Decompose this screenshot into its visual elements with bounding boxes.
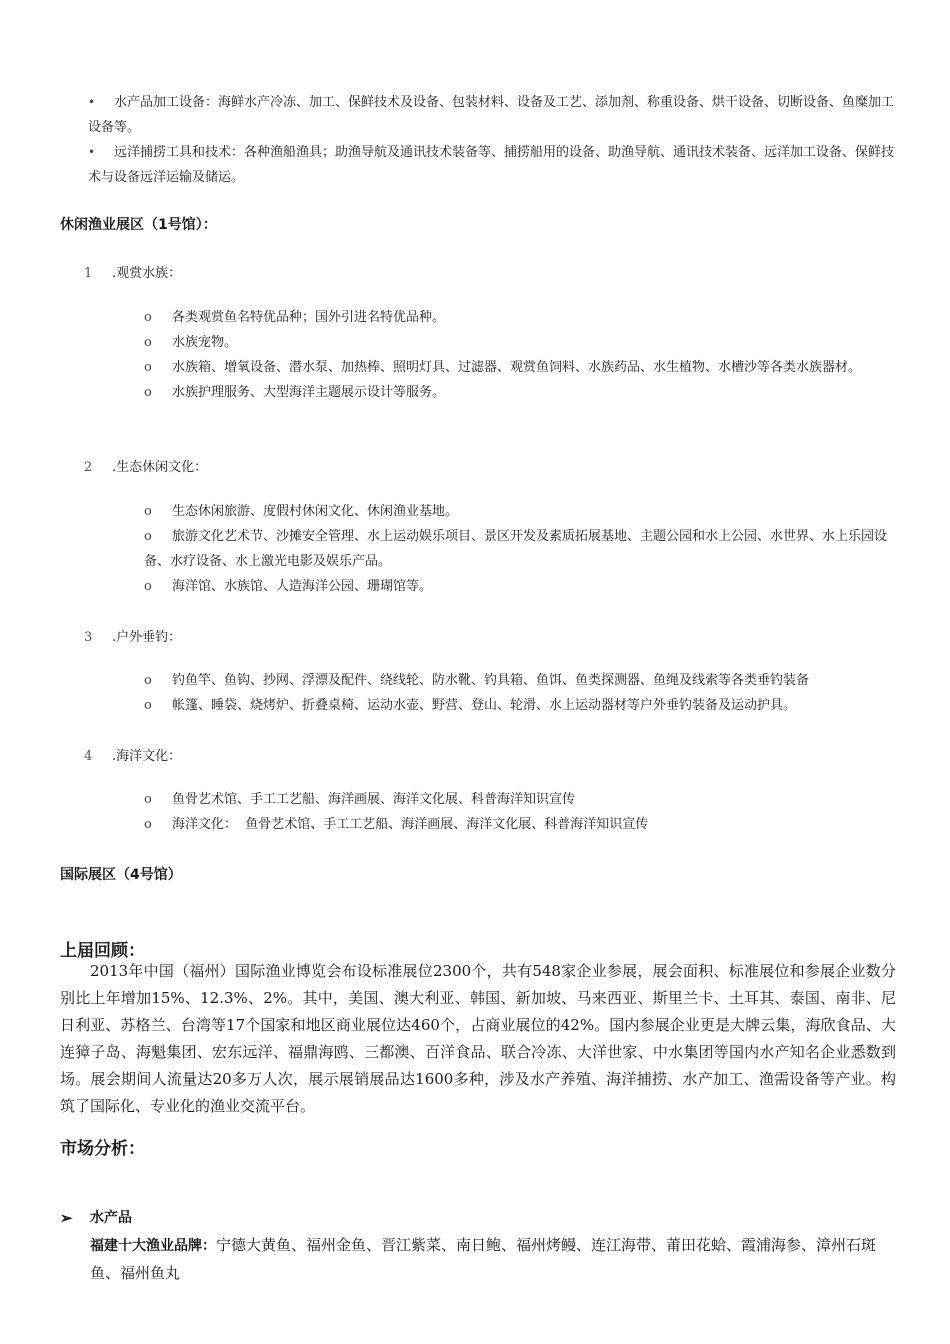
- circle-bullet-icon: o: [144, 698, 152, 713]
- list-item: [144, 812, 894, 837]
- list-item-text: 钓鱼竿、鱼钩、抄网、浮漂及配件、绕线轮、防水靴、钓具箱、鱼饵、鱼类探测器、鱼绳及线索等各类垂钓装备: [172, 673, 810, 688]
- list-item: [88, 140, 894, 190]
- brand-label: 福建十大渔业品牌：: [90, 1238, 216, 1254]
- group-number: 3: [84, 630, 93, 645]
- group-title: [84, 626, 181, 645]
- circle-bullet-icon: o: [144, 579, 152, 594]
- section-heading-leisure: 休闲渔业展区（1号馆）：: [60, 217, 217, 233]
- group-title: [84, 456, 207, 475]
- list-item-text: 水族护理服务、大型海洋主题展示设计等服务。: [172, 385, 446, 400]
- list-item: [144, 305, 894, 330]
- sub-list: [144, 499, 894, 599]
- circle-bullet-icon: o: [144, 673, 152, 688]
- circle-bullet-icon: o: [144, 335, 152, 350]
- circle-bullet-icon: o: [144, 360, 152, 375]
- list-item-text: 水族宠物。: [172, 335, 238, 350]
- group-title: [84, 745, 181, 764]
- list-item: [144, 330, 894, 355]
- group-number: 2: [84, 460, 93, 475]
- group-label: .生态休闲文化：: [112, 460, 208, 475]
- list-item-text: 生态休闲旅游、度假村休闲文化、休闲渔业基地。: [172, 504, 459, 519]
- list-item: [144, 524, 894, 574]
- market-item-title: 水产品: [90, 1210, 132, 1226]
- group-number: 4: [84, 749, 93, 764]
- list-item-text: 海洋馆、水族馆、人造海洋公园、珊瑚馆等。: [172, 579, 433, 594]
- arrow-bullet-icon: ➢: [60, 1209, 73, 1227]
- list-item-text: 各类观赏鱼名特优品种；国外引进名特优品种。: [172, 310, 446, 325]
- list-item-text: 鱼骨艺术馆、手工工艺船、海洋画展、海洋文化展、科普海洋知识宣传: [172, 792, 576, 807]
- list-item: [88, 90, 894, 140]
- list-item: [144, 574, 894, 599]
- bullet-icon: •: [88, 95, 96, 109]
- list-item-text: 帐篷、睡袋、烧烤炉、折叠桌椅、运动水壶、野营、登山、轮滑、水上运动器材等户外垂钓装备及运动护具。: [172, 698, 797, 713]
- circle-bullet-icon: o: [144, 504, 152, 519]
- circle-bullet-icon: o: [144, 792, 152, 807]
- list-item: [144, 499, 894, 524]
- review-paragraph: 2013年中国（福州）国际渔业博览会布设标准展位2300个，共有548家企业参展，展会面积、标准展位和参展企业数分别比上年增加15%、12.3%、2%。其中，美国、澳大利亚、韩国、新加坡、马来西亚、斯里兰卡、土耳其、泰国、南非、尼日利亚、苏格兰、台湾等17个国家和地区商业展位达460个，占商业展位的42%。国内参展企业更是大牌云集，海欣食品、大连獐子岛、海魁集团、宏东远洋、福鼎海鸥、三都澳、百洋食品、联合冷冻、大洋世家、中水集团等国内水产知名企业悉数到场。展会期间人流量达20多万人次，展示展销展品达1600多种，涉及水产养殖、海洋捕捞、水产加工、渔需设备等产业。构筑了国际化、专业化的渔业交流平台。: [60, 962, 896, 1115]
- group-number: 1: [84, 266, 93, 281]
- sub-list: [144, 668, 894, 718]
- market-item-body: [90, 1232, 896, 1287]
- group-label: .观赏水族：: [112, 266, 182, 281]
- circle-bullet-icon: o: [144, 529, 152, 544]
- list-item: [144, 380, 894, 405]
- section-heading-market: 市场分析：: [60, 1139, 145, 1159]
- list-item: [144, 693, 894, 718]
- group-label: .海洋文化：: [112, 749, 182, 764]
- group-label: .户外垂钓：: [112, 630, 182, 645]
- sub-list: [144, 305, 894, 405]
- brand-text: 宁德大黄鱼、福州金鱼、晋江紫菜、南日鲍、福州烤鳗、连江海带、莆田花蛤、霞浦海参、漳州石斑鱼、福州鱼丸: [90, 1236, 877, 1282]
- circle-bullet-icon: o: [144, 817, 152, 832]
- list-item: [144, 787, 894, 812]
- list-item-text: 水族箱、增氧设备、潜水泵、加热棒、照明灯具、过滤器、观赏鱼饲料、水族药品、水生植物、水槽沙等各类水族器材。: [172, 360, 862, 375]
- circle-bullet-icon: o: [144, 385, 152, 400]
- sub-list: [144, 787, 894, 837]
- section-heading-international: 国际展区（4号馆）: [60, 867, 182, 883]
- group-title: [84, 262, 181, 281]
- list-item-text: 海洋文化： 鱼骨艺术馆、手工工艺船、海洋画展、海洋文化展、科普海洋知识宣传: [172, 817, 649, 832]
- section-heading-review: 上届回顾：: [60, 941, 145, 961]
- circle-bullet-icon: o: [144, 310, 152, 325]
- list-item-text: 旅游文化艺术节、沙摊安全管理、水上运动娱乐项目、景区开发及素质拓展基地、主题公园和水上公园、水世界、水上乐园设备、水疗设备、水上激光电影及娱乐产品。: [144, 529, 888, 569]
- list-item: [144, 355, 894, 380]
- list-item: [144, 668, 894, 693]
- list-item-text: 远洋捕捞工具和技术：各种渔船渔具；助渔导航及通讯技术装备等、捕捞船用的设备、助渔导航、通讯技术装备、远洋加工设备、保鲜技术与设备远洋运输及储运。: [88, 145, 895, 185]
- list-item-text: 水产品加工设备：海鲜水产冷冻、加工、保鲜技术及设备、包装材料、设备及工艺、添加剂、称重设备、烘干设备、切断设备、鱼糜加工设备等。: [88, 95, 895, 135]
- bullet-icon: •: [88, 145, 96, 159]
